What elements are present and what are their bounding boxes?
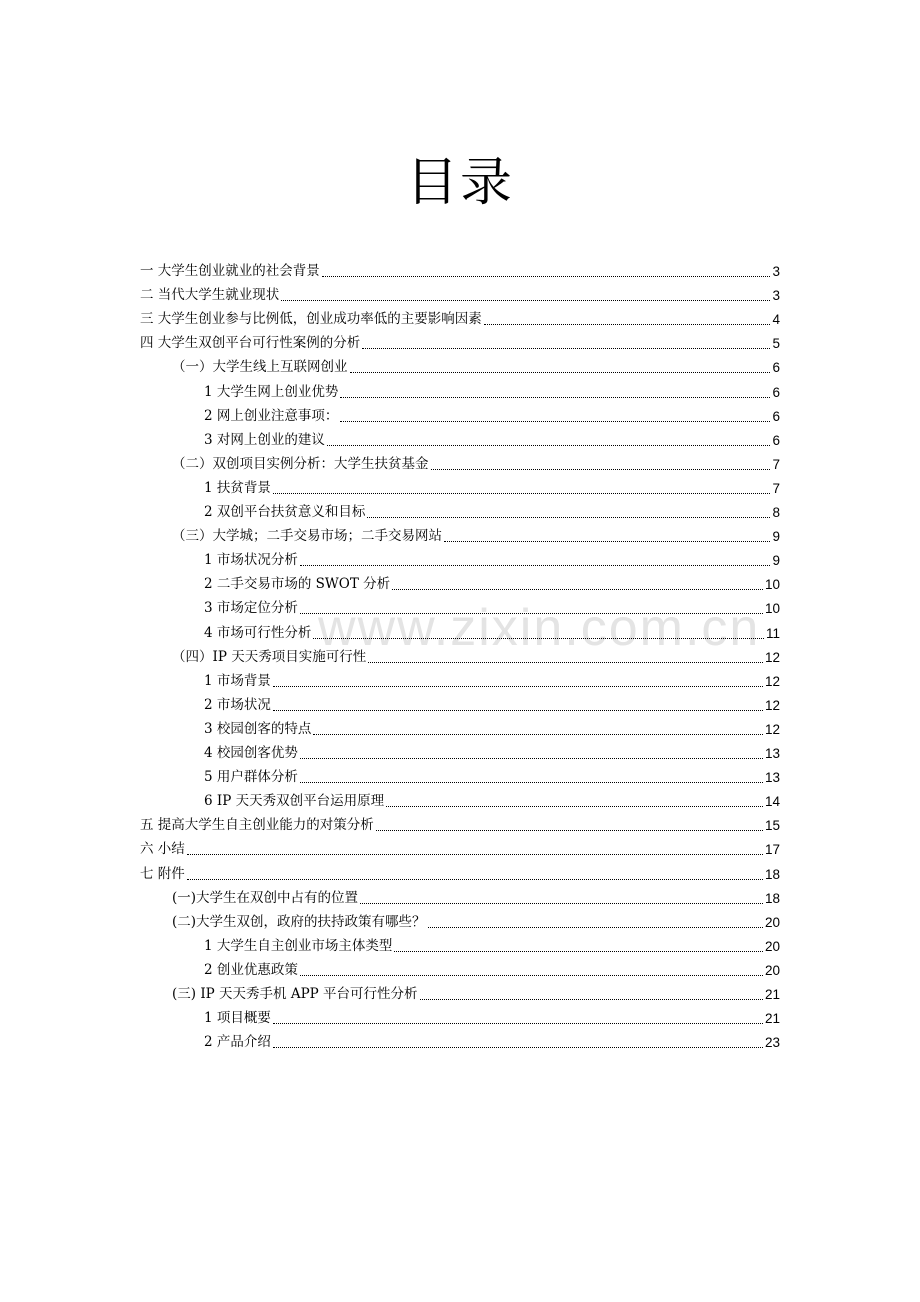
toc-entry[interactable] [172,981,780,1003]
toc-leader-dots [420,999,763,1000]
toc-entry[interactable] [140,836,780,858]
toc-leader-dots [484,324,771,325]
toc-entry-title: 五 提高大学生自主创业能力的对策分析 [140,817,374,834]
toc-entry-title: 1 市场背景 [204,672,271,689]
toc-page-number: 14 [764,794,780,810]
toc-entry-title: 二 当代大学生就业现状 [140,287,280,304]
toc-leader-dots [386,806,763,807]
toc-leader-dots [281,300,770,301]
toc-page-number: 12 [764,649,780,665]
toc-entry-title: （四）IP 天天秀项目实施可行性 [172,648,367,665]
toc-entry[interactable] [172,909,780,931]
toc-entry-title: (二)大学生双创，政府的扶持政策有哪些？ [172,913,426,930]
toc-entry[interactable] [204,692,780,714]
toc-page-number: 10 [764,577,780,593]
toc-leader-dots [340,397,770,398]
toc-page-number: 20 [764,914,780,930]
toc-page-number: 23 [764,1035,780,1051]
toc-leader-dots [431,469,771,470]
toc-entry-title: 一 大学生创业就业的社会背景 [140,263,320,279]
toc-leader-dots [350,372,771,373]
toc-leader-dots [300,782,763,783]
toc-page-number: 21 [764,1011,780,1027]
toc-entry[interactable] [204,403,780,425]
toc-entry[interactable] [204,571,780,593]
toc-leader-dots [313,638,764,639]
toc-leader-dots [187,854,763,855]
toc-leader-dots [273,1023,763,1024]
toc-page-number: 6 [772,408,780,424]
toc-leader-dots [362,348,770,349]
toc-entry-title: 2 二手交易市场的 SWOT 分析 [204,576,391,593]
toc-entry[interactable] [204,475,780,497]
toc-entry-title: 2 网上创业注意事项： [204,407,339,424]
toc-leader-dots [300,758,763,759]
toc-entry-title: (三) IP 天天秀手机 APP 平台可行性分析 [172,986,418,1002]
toc-entry-title: 3 市场定位分析 [204,600,298,617]
toc-leader-dots [376,830,763,831]
toc-leader-dots [367,517,770,518]
toc-page-number: 18 [764,890,780,906]
toc-entry-title: 6 IP 天天秀双创平台运用原理 [204,793,385,810]
toc-entry[interactable] [204,499,780,521]
toc-entry[interactable] [172,451,780,473]
toc-page-number: 11 [765,625,780,641]
watermark: www.zixin.com.cn [318,599,761,657]
toc-page-number: 4 [772,312,780,328]
toc-page-number: 7 [772,480,780,496]
toc-entry[interactable] [204,788,780,810]
toc-page-number: 12 [764,697,780,713]
toc-leader-dots [327,445,771,446]
toc-leader-dots [313,734,763,735]
toc-entry[interactable] [140,861,780,883]
toc-leader-dots [428,927,763,928]
toc-entry-title: 2 双创平台扶贫意义和目标 [204,504,366,520]
toc-entry[interactable] [204,379,780,401]
toc-page-number: 10 [764,601,780,617]
toc-page-number: 17 [764,842,780,858]
toc-leader-dots [300,613,763,614]
toc-entry[interactable] [204,1005,780,1027]
toc-entry-title: 3 校园创客的特点 [204,720,312,737]
toc-entry-title: 1 项目概要 [204,1010,271,1027]
toc-page-number: 5 [772,336,780,352]
toc-entry-title: 七 附件 [140,865,185,882]
toc-entry[interactable] [204,1029,780,1051]
toc-entry[interactable] [204,716,780,738]
toc-entry[interactable] [172,523,780,545]
toc-page-number: 3 [772,264,780,279]
toc-entry[interactable] [172,885,780,907]
toc-entry[interactable] [172,644,780,666]
toc-page-number: 3 [772,288,780,304]
toc-entry-title: （三）大学城；二手交易市场；二手交易网站 [172,528,442,545]
toc-entry[interactable] [204,427,780,449]
toc-page-number: 8 [772,505,780,520]
toc-leader-dots [187,879,763,880]
toc-page-number: 9 [772,553,780,569]
toc-entry-title: 1 大学生自主创业市场主体类型 [204,937,393,954]
toc-entry[interactable] [204,933,780,955]
toc-entry-title: 四 大学生双创平台可行性案例的分析 [140,335,361,352]
toc-entry-title: 1 扶贫背景 [204,479,271,496]
toc-page-number: 6 [772,360,780,376]
toc-entry[interactable] [140,812,780,834]
toc-leader-dots [340,421,770,422]
toc-page-number: 20 [764,962,780,978]
toc-entry-title: 2 创业优惠政策 [204,961,298,978]
toc-entry-title: 六 小结 [140,841,185,858]
toc-leader-dots [360,903,763,904]
toc-page-number: 18 [764,866,780,882]
toc-entry-title: 1 大学生网上创业优势 [204,383,339,400]
toc-entry[interactable] [204,764,780,786]
toc-leader-dots [300,565,771,566]
toc-entry[interactable] [172,354,780,376]
toc-page-number: 13 [764,746,780,761]
toc-entry-title: 2 市场状况 [204,696,271,713]
toc-page-number: 21 [764,987,780,1002]
toc-leader-dots [322,276,771,277]
toc-leader-dots [273,493,771,494]
toc-entry[interactable] [140,306,780,328]
toc-page-number: 20 [764,938,780,954]
toc-entry-title: (一)大学生在双创中占有的位置 [172,889,359,906]
toc-entry-title: 1 市场状况分析 [204,552,298,569]
toc-page-number: 12 [764,673,780,689]
toc-page-number: 6 [772,432,780,448]
toc-leader-dots [273,686,763,687]
toc-page-number: 9 [772,529,780,545]
toc-entry-title: （一）大学生线上互联网创业 [172,359,348,376]
toc-page-number: 12 [764,721,780,737]
toc-leader-dots [273,1047,763,1048]
toc-entry[interactable] [204,595,780,617]
toc-entry[interactable] [204,740,780,762]
toc-page-number: 7 [772,456,780,472]
toc-entry[interactable] [204,547,780,569]
toc-entry[interactable] [204,620,780,642]
toc-entry-title: 三 大学生创业参与比例低，创业成功率低的主要影响因素 [140,311,482,328]
page-title: 目录 [405,152,514,213]
toc-entry-title: （二）双创项目实例分析：大学生扶贫基金 [172,455,429,472]
toc-entry[interactable] [204,957,780,979]
toc-leader-dots [273,710,763,711]
toc-entry-title: 3 对网上创业的建议 [204,431,325,448]
toc-leader-dots [300,975,763,976]
toc-page-number: 13 [764,770,780,786]
toc-entry[interactable] [140,282,780,304]
toc-leader-dots [394,951,763,952]
toc-entry-title: 5 用户群体分析 [204,769,298,786]
toc-page-number: 15 [764,818,780,834]
toc-entry-title: 4 校园创客优势 [204,745,298,761]
toc-entry[interactable] [140,330,780,352]
toc-entry[interactable] [140,258,780,280]
toc-leader-dots [368,662,763,663]
toc-page-number: 6 [772,384,780,400]
toc-leader-dots [392,589,763,590]
toc-entry[interactable] [204,668,780,690]
toc-entry-title: 2 产品介绍 [204,1034,271,1051]
toc-leader-dots [444,541,770,542]
toc-entry-title: 4 市场可行性分析 [204,624,312,641]
